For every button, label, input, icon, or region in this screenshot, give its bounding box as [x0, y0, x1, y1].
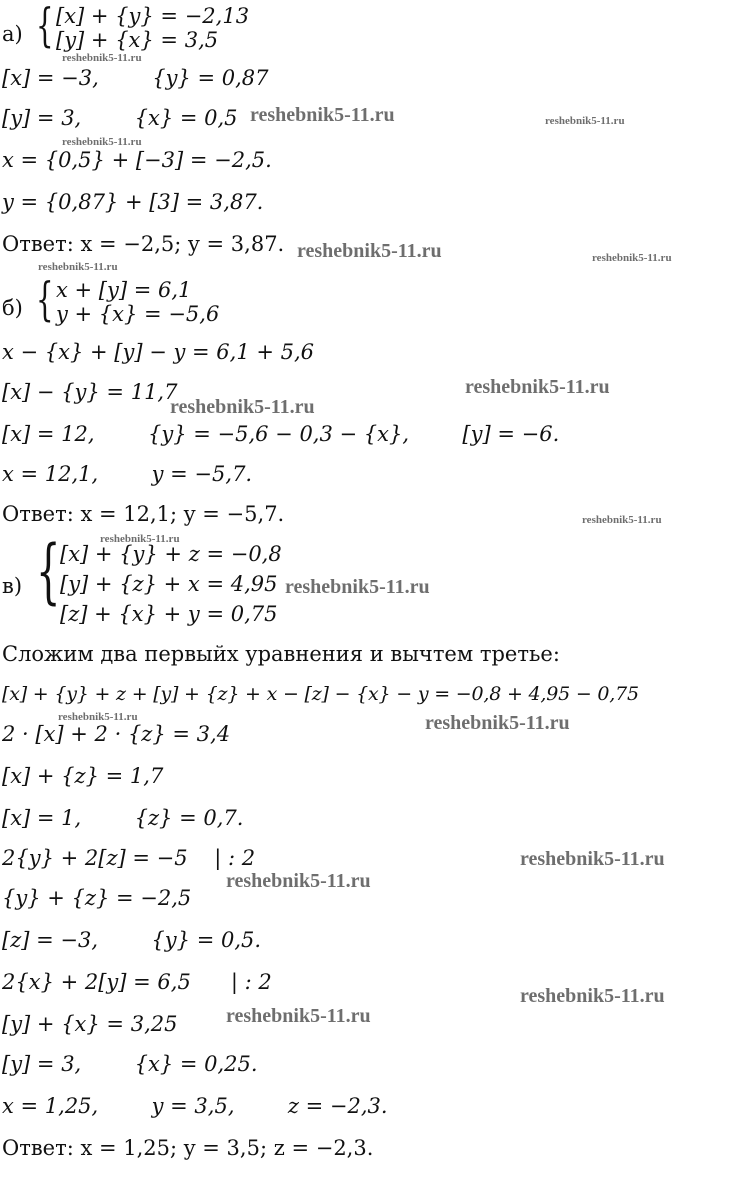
watermark: reshebnik5-11.ru [592, 252, 672, 264]
watermark: reshebnik5-11.ru [58, 711, 138, 723]
solution-line: y = {0,87} + [3] = 3,87. [2, 190, 264, 214]
system-b-eq-2: y + {x} = −5,6 [56, 302, 220, 326]
solution-line: [x] + {y} + z + [y] + {z} + x − [z] − {x} − y = −0,8 + 4,95 − 0,75 [2, 683, 639, 705]
answer-line: Ответ: x = 1,25; y = 3,5; z = −2,3. [2, 1136, 374, 1160]
watermark: reshebnik5-11.ru [62, 136, 142, 148]
solution-line: [x] − {y} = 11,7 [2, 380, 178, 404]
watermark: reshebnik5-11.ru [297, 240, 442, 262]
part-c-label: в) [2, 574, 23, 598]
solution-line: [x] + {z} = 1,7 [2, 764, 164, 788]
solution-line: x = 1,25, y = 3,5, z = −2,3. [2, 1094, 388, 1118]
system-c-eq-1: [x] + {y} + z = −0,8 [60, 542, 282, 566]
solution-line: {y} + {z} = −2,5 [2, 886, 192, 910]
solution-line: 2{x} + 2[y] = 6,5 | : 2 [2, 970, 272, 994]
watermark: reshebnik5-11.ru [285, 576, 430, 598]
system-a-eq-2: [y] + {x} = 3,5 [56, 28, 219, 52]
watermark: reshebnik5-11.ru [170, 396, 315, 418]
watermark: reshebnik5-11.ru [250, 104, 395, 126]
system-b-eq-1: x + [y] = 6,1 [56, 278, 192, 302]
solution-line: x = 12,1, y = −5,7. [2, 462, 253, 486]
text-line: Сложим два первыйх уравнения и вычтем третье: [2, 642, 560, 666]
solution-line: [y] = 3, {x} = 0,5 [2, 106, 238, 130]
watermark: reshebnik5-11.ru [38, 261, 118, 273]
watermark: reshebnik5-11.ru [425, 712, 570, 734]
watermark: reshebnik5-11.ru [62, 52, 142, 64]
solution-line: x − {x} + [y] − y = 6,1 + 5,6 [2, 340, 315, 364]
solution-line: 2{y} + 2[z] = −5 | : 2 [2, 846, 256, 870]
solution-line: [x] = −3, {y} = 0,87 [2, 66, 269, 90]
solution-line: [z] = −3, {y} = 0,5. [2, 928, 262, 952]
watermark: reshebnik5-11.ru [582, 514, 662, 526]
system-brace-c: { [36, 530, 61, 612]
system-c-eq-2: [y] + {z} + x = 4,95 [60, 572, 278, 596]
watermark: reshebnik5-11.ru [226, 1005, 371, 1027]
watermark: reshebnik5-11.ru [520, 985, 665, 1007]
part-b-label: б) [2, 296, 23, 320]
watermark: reshebnik5-11.ru [465, 376, 610, 398]
system-brace-b: { [36, 272, 54, 326]
solution-line: x = {0,5} + [−3] = −2,5. [2, 148, 272, 172]
part-a-label: а) [2, 22, 23, 46]
solution-line: [x] = 1, {z} = 0,7. [2, 806, 244, 830]
solution-line: [x] = 12, {y} = −5,6 − 0,3 − {x}, [y] = −6. [2, 422, 560, 446]
solution-line: [y] = 3, {x} = 0,25. [2, 1052, 258, 1076]
watermark: reshebnik5-11.ru [226, 870, 371, 892]
watermark: reshebnik5-11.ru [100, 533, 180, 545]
system-c-eq-3: [z] + {x} + y = 0,75 [60, 602, 278, 626]
system-a-eq-1: [x] + {y} = −2,13 [56, 4, 250, 28]
watermark: reshebnik5-11.ru [520, 848, 665, 870]
answer-line: Ответ: x = 12,1; y = −5,7. [2, 502, 285, 526]
solution-line: 2 · [x] + 2 · {z} = 3,4 [2, 722, 231, 746]
watermark: reshebnik5-11.ru [545, 115, 625, 127]
solution-line: [y] + {x} = 3,25 [2, 1012, 178, 1036]
answer-line: Ответ: x = −2,5; y = 3,87. [2, 232, 285, 256]
system-brace-a: { [36, 0, 54, 52]
